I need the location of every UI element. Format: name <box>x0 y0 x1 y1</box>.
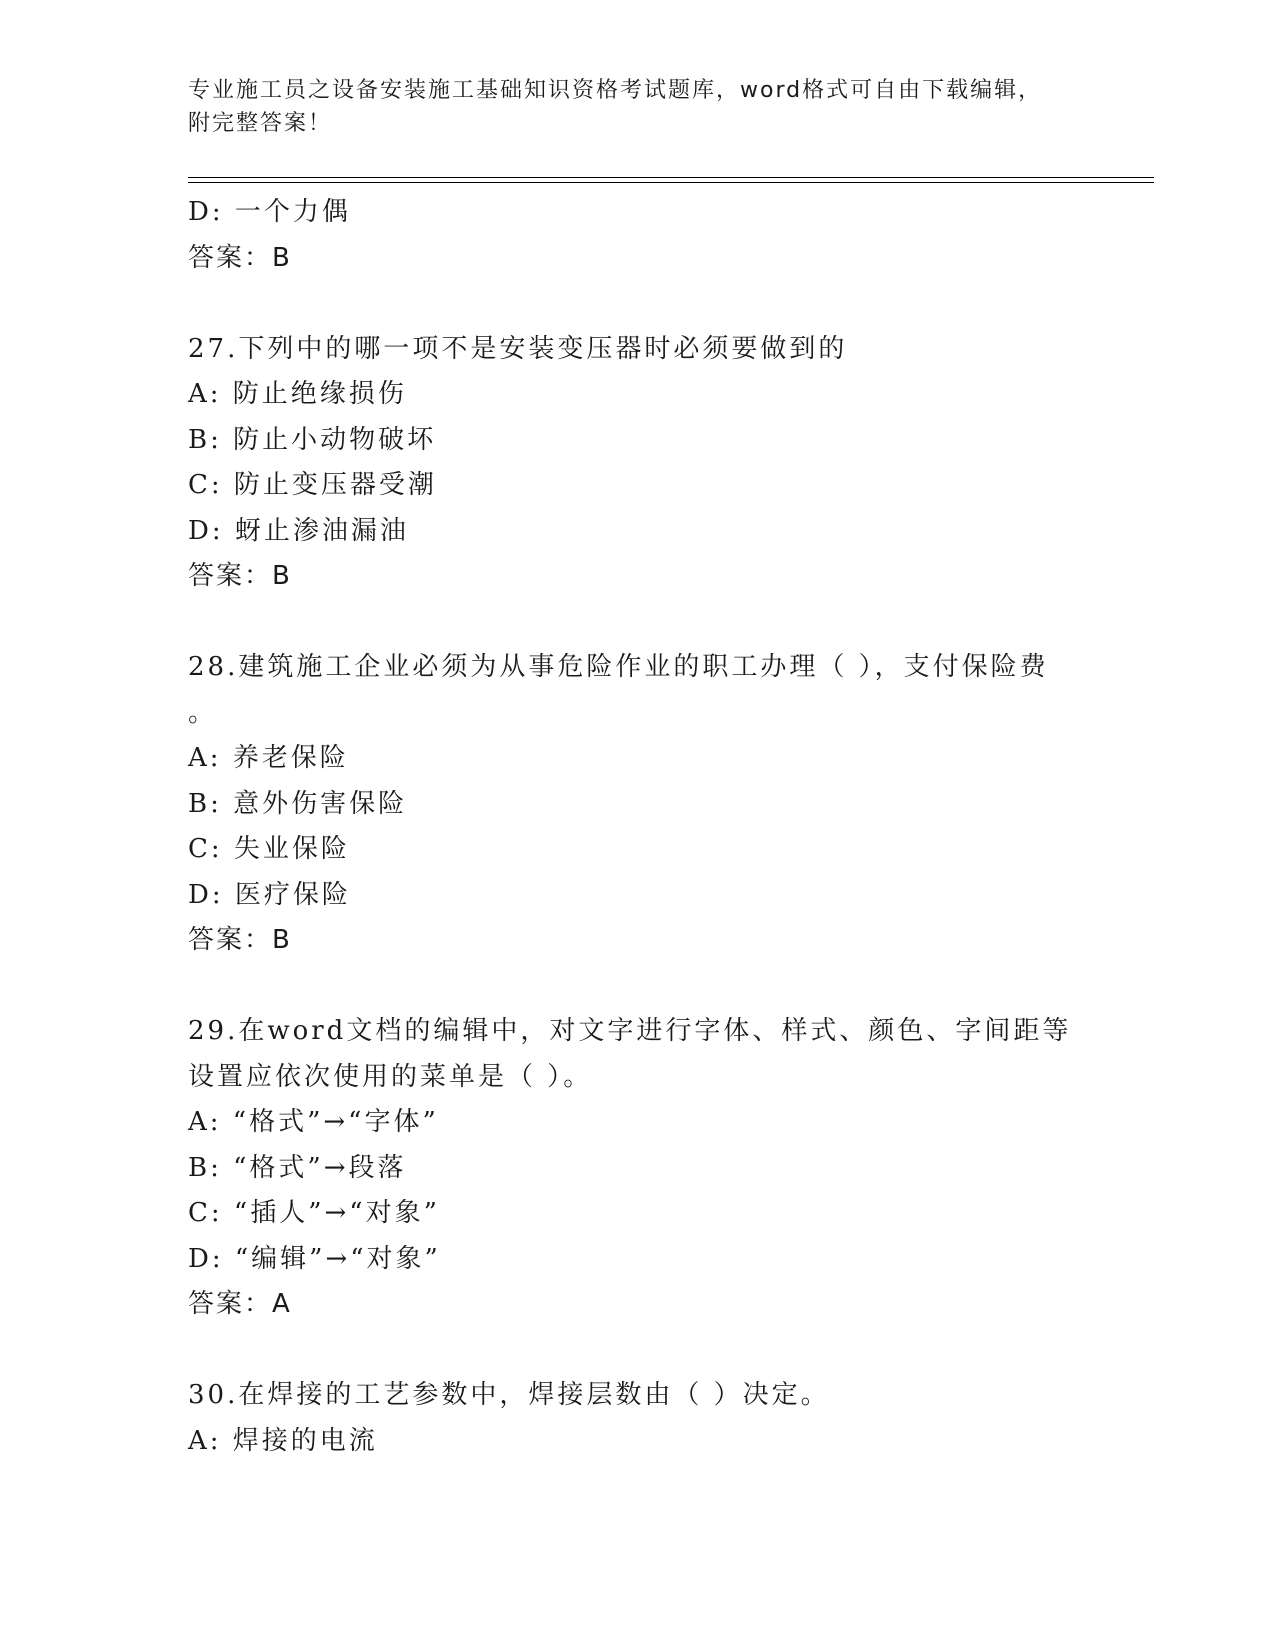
question-stem: 28.建筑施工企业必须为从事危险作业的职工办理（ ），支付保险费 <box>188 652 1049 682</box>
document-header <box>188 74 1088 140</box>
question-block-27 <box>188 327 1088 600</box>
option-a: A: 养老保险 <box>188 743 349 773</box>
option-a: A: “格式”→“字体” <box>188 1107 439 1137</box>
question-block-prev <box>188 190 1088 281</box>
question-stem: 29.在word文档的编辑中，对文字进行字体、样式、颜色、字间距等 <box>188 1016 1072 1046</box>
answer-line: 答案：B <box>188 925 292 955</box>
option-b: B: 防止小动物破坏 <box>188 424 437 455</box>
question-list <box>188 190 1088 1464</box>
option-c: C: “插人”→“对象” <box>188 1198 440 1228</box>
option-c: C: 防止变压器受潮 <box>188 470 437 500</box>
header-rule-top <box>188 177 1154 178</box>
option-d: D: “编辑”→“对象” <box>188 1243 441 1274</box>
option-d: D: 蚜止渗油漏油 <box>188 515 409 546</box>
option-a: A: 防止绝缘损伤 <box>188 379 407 409</box>
answer-line: 答案：A <box>188 1289 292 1319</box>
option-b: B: 意外伤害保险 <box>188 788 408 819</box>
answer-line: 答案：B <box>188 242 292 273</box>
question-stem-continued: 。 <box>188 697 218 728</box>
header-rule-bottom <box>188 182 1154 183</box>
question-block-28 <box>188 645 1088 964</box>
option-b: B: “格式”→段落 <box>188 1152 407 1183</box>
question-stem: 30.在焊接的工艺参数中，焊接层数由（ ）决定。 <box>188 1380 830 1410</box>
answer-line: 答案：B <box>188 561 292 591</box>
option-d: D: 医疗保险 <box>188 879 351 910</box>
header-line-1: 专业施工员之设备安装施工基础知识资格考试题库，word格式可自由下载编辑， <box>188 78 1043 103</box>
option-d: D: 一个力偶 <box>188 197 351 227</box>
question-stem: 27.下列中的哪一项不是安装变压器时必须要做到的 <box>188 333 848 364</box>
option-c: C: 失业保险 <box>188 834 350 864</box>
question-block-30 <box>188 1373 1088 1464</box>
question-stem-continued: 设置应依次使用的菜单是（ ）。 <box>188 1061 593 1092</box>
question-block-29 <box>188 1009 1088 1328</box>
header-line-2: 附完整答案！ <box>188 111 333 136</box>
option-a: A: 焊接的电流 <box>188 1425 378 1456</box>
